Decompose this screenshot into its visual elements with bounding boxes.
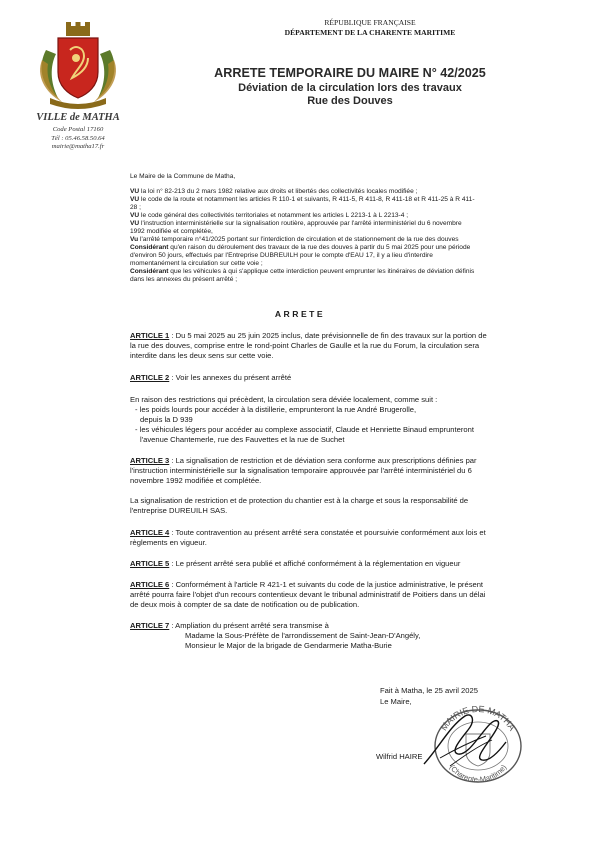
considerant-line-2-cont: dans les annexes du présent arrêté ; [130, 276, 238, 283]
article-2-label: ARTICLE 2 [130, 373, 170, 382]
ville-contact [28, 126, 128, 152]
article-6-label: ARTICLE 6 [130, 580, 170, 589]
vu-line-1: VU la loi n° 82-213 du 2 mars 1982 relative aux droits et libertés des collectivités locales modifiée ; [130, 188, 418, 195]
article-1-label: ARTICLE 1 [130, 331, 170, 340]
article-3-label: ARTICLE 3 [130, 456, 170, 465]
vu-line-4-cont: 1992 modifiée et complétée, [130, 228, 213, 235]
article-3: ARTICLE 3 : La signalisation de restriction et de déviation sera conforme aux prescriptions définies par l'instruction interministérielle sur la signalisation temporaire approuvée par l'arrêté interministériel du 6 novembre 1992 modifiée et complétée. [130, 456, 477, 485]
signature-name: Wilfrid HAIRE [376, 752, 423, 761]
ville-code-postal: Code Postal 17160 [52, 126, 104, 133]
vu-line-2-cont: 28 ; [130, 204, 141, 211]
article-7: ARTICLE 7 : Ampliation du présent arrêté sera transmise à Madame la Sous-Préfète de l'arrondissement de Saint-Jean-D'Angély, Monsieur le Major de la brigade de Gendarmerie Matha-Burie [130, 621, 421, 650]
stamp-bottom-text: (Charente-Maritime) [447, 763, 509, 784]
page-title: ARRETE TEMPORAIRE DU MAIRE N° 42/2025 [214, 66, 486, 80]
coat-of-arms-icon [36, 20, 120, 110]
page-subtitle-street: Rue des Douves [307, 95, 393, 107]
signature-role: Le Maire, [380, 697, 412, 706]
deviation-block: En raison des restrictions qui précèdent, la circulation sera déviée localement, comme suit : - les poids lourds pour accéder à la distillerie, emprunteront la rue André Brugerolle, depuis la D 939 - les véhicules légers pour accéder au complexe associatif, Claude et Henriette Binaud emprunteront l'avenue Chantemerle, rue des Fauvettes et la rue de Suchet [130, 395, 474, 444]
vu-line-4: VU l'instruction interministérielle sur la signalisation routière, approuvée par l'arrêté interministériel du 6 novembre [130, 220, 462, 227]
article-4-label: ARTICLE 4 [130, 528, 170, 537]
article-4: ARTICLE 4 : Toute contravention au présent arrêté sera constatée et poursuivie conformément aux lois et règlements en vigueur. [130, 528, 486, 547]
article-7-label: ARTICLE 7 [130, 621, 170, 630]
republique-header: RÉPUBLIQUE FRANÇAISE [324, 18, 416, 27]
signalisation-block: La signalisation de restriction et de protection du chantier est à la charge et sous la responsabilité de l'entreprise DUREUILH SAS. [130, 496, 469, 515]
arrete-heading: ARRETE [274, 309, 326, 319]
article-5: ARTICLE 5 : Le présent arrêté sera publié et affiché conformément à la réglementation en vigueur [130, 559, 461, 568]
article-2: ARTICLE 2 : Voir les annexes du présent arrêté [130, 373, 292, 382]
preamble-intro: Le Maire de la Commune de Matha, [130, 173, 236, 180]
considerant-line-1-cont2: momentanément la circulation sur cette voie ; [130, 260, 263, 267]
article-5-label: ARTICLE 5 [130, 559, 170, 568]
departement-header: DÉPARTEMENT DE LA CHARENTE MARITIME [284, 28, 456, 37]
vu-line-3: VU le code général des collectivités territoriales et notamment les articles L 2213-1 à L 2213-4 ; [130, 212, 409, 219]
handwritten-signature-icon [420, 706, 510, 776]
considerant-line-1: Considérant qu'en raison du déroulement des travaux de la rue des douves à partir du 5 mai 2025 pour une période [130, 244, 471, 251]
article-1: ARTICLE 1 : Du 5 mai 2025 au 25 juin 2025 inclus, date prévisionnelle de fin des travaux sur la portion de la rue des douves, comprise entre le rond-point Charles de Gaulle et la rue du Forum, la circulation sera interdite dans les deux sens sur cette voie. [130, 331, 487, 360]
ville-name: VILLE de MATHA [36, 112, 120, 123]
preamble [130, 173, 570, 284]
article-6: ARTICLE 6 : Conformément à l'article R 421-1 et suivants du code de la justice administrative, le présent arrêté pourra faire l'objet d'un recours contentieux devant le tribunal administratif de Poitiers dans un délai de deux mois à compter de sa date de notification ou de publication. [130, 580, 486, 609]
vu-line-2: VU le code de la route et notamment les articles R 110-1 et suivants, R 411-5, R 411-8, R 411-18 et R 411-25 à R 411- [130, 196, 475, 203]
considerant-line-1-cont: d'environ 50 jours, effectués par l'Entreprise DUBREUILH pour le compte d'EAU 17, il y a lieu d'interdire [130, 252, 433, 259]
ville-email: mairie@matha17.fr [51, 143, 105, 150]
vu-line-5: Vu l'arrêté temporaire n°41/2025 portant sur l'interdiction de circulation et de stationnement de la rue des douves [130, 236, 459, 243]
signature-date: Fait à Matha, le 25 avril 2025 [380, 686, 478, 695]
stamp-top-text: MAIRIE DE MATHA [438, 704, 518, 733]
page-subtitle: Déviation de la circulation lors des travaux [238, 82, 462, 94]
considerant-line-2: Considérant que les véhicules à qui s'applique cette interdiction peuvent emprunter les itinéraires de déviation définis [130, 268, 475, 275]
ville-tel: Tél : 05.46.58.50.64 [51, 134, 105, 142]
